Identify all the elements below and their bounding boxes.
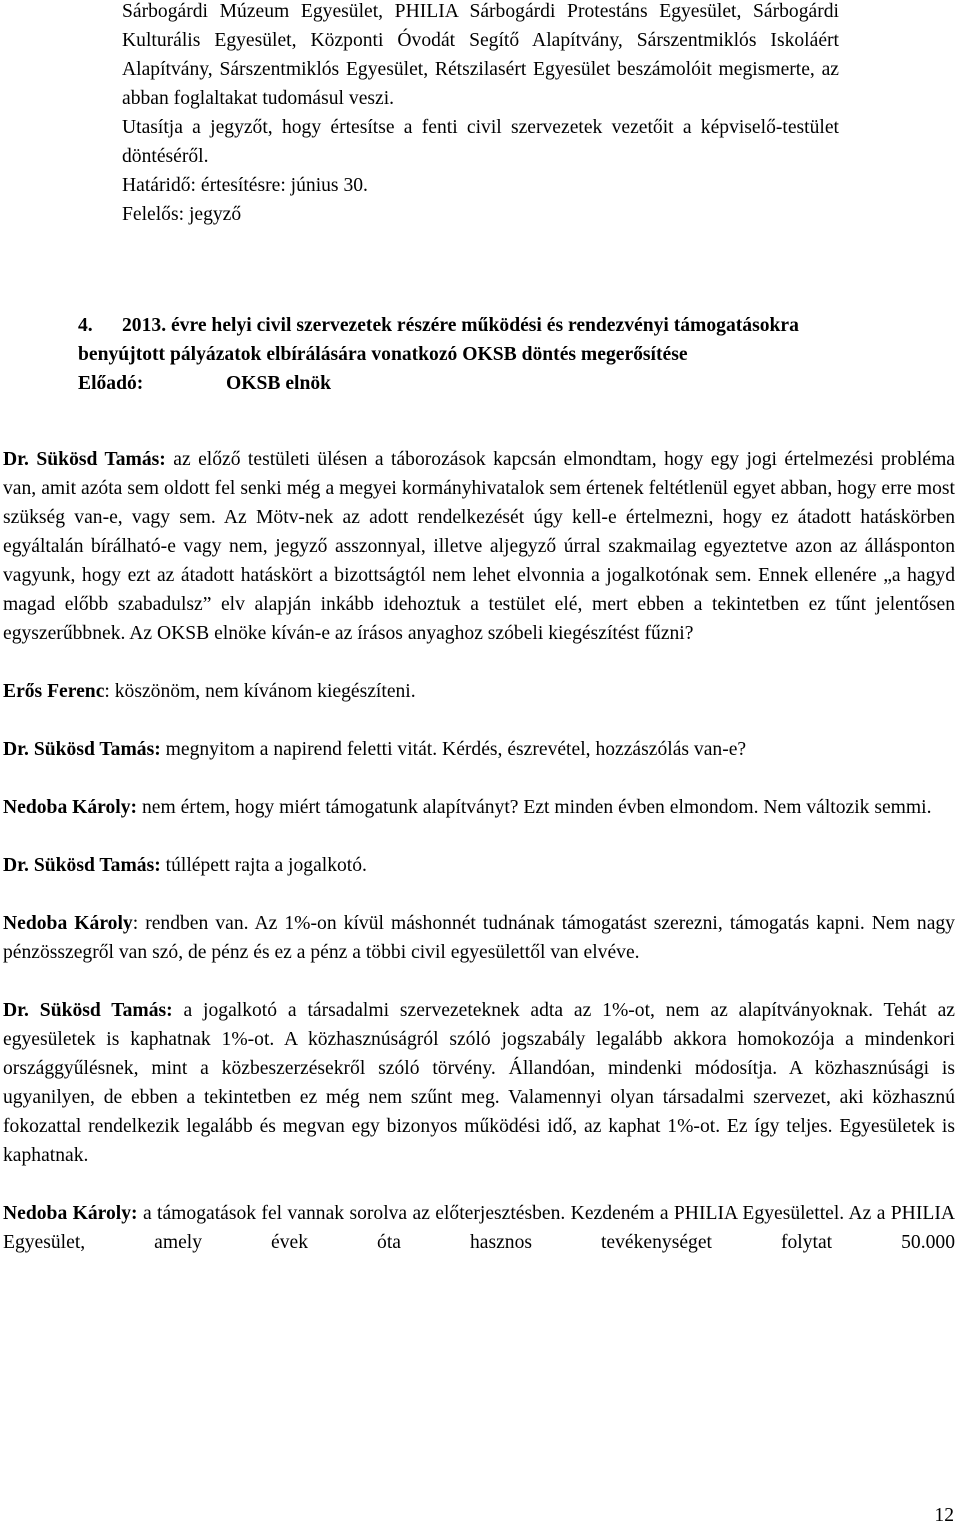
deadline-value: értesítésre: június 30. xyxy=(196,175,368,196)
speech-text: a támogatások fel vannak sorolva az előterjesztésben. Kezdeném a PHILIA Egyesülettel. Az a PHILIA Egyesület, amely évek óta hasznos tevékenységet folytat 50.000 xyxy=(3,1203,956,1253)
deadline-label: Határidő: xyxy=(122,175,196,196)
agenda-title-part-1: 2013. évre helyi civil szervezetek részére működési és rendezvényi támogatásokra xyxy=(122,315,799,336)
speaker-name: Nedoba Károly xyxy=(3,913,133,934)
resolution-instruction: Utasítja a jegyzőt, hogy értesítse a fenti civil szervezetek vezetőit a képviselő-testület döntéséről. xyxy=(122,117,839,167)
speech-text: : köszönöm, nem kívánom kiegészíteni. xyxy=(104,681,416,702)
speech-text: az előző testületi ülésen a táborozások kapcsán elmondtam, hogy egy jogi értelmezési probléma van, amit azóta sem oldott fel senki még a megyei kormányhivatalok sem értenek feltétlenül egyet abban, hogy erre most szükség van-e, vagy sem. Az Mötv-nek az adott rendelkezését úgy kell-e értelmezni, hogy ez átadott hatáskörben egyáltalán bírálható-e vagy nem, jegyző asszonnyal, illetve aljegyző úrral szakmailag egyeztetve azon az állásponton vagyunk, hogy ezt az átadott hatáskört a bizottságtól nem lehet elvonnia a jogalkotónak sem. Ennek ellenére „a hagyd magad előbb szabadulsz” elv alapján inkább idehoztuk a testület elé, mert ebben a tekintetben ez tűnt jelentősen egyszerűbbnek. Az OKSB elnöke kíván-e az írásos anyaghoz szóbeli kiegészítést fűzni? xyxy=(3,449,956,644)
speech-text: a jogalkotó a társadalmi szervezeteknek adta az 1%-ot, nem az alapítványoknak. Tehát az egyesületek is kaphatnak 1%-ot. A közhasznúságról szóló jogszabály legalább akkora homokozója a mindenkori országgyűlésnek, mint a közbeszerzésekről szóló törvény. Állandóan, mindenki módosítja. A közhasznúsági is ugyanilyen, de ebben a tekintetben ez még nem szűnt meg. Valamennyi olyan társadalmi szervezet, aki közhasznú fokozattal rendelkezik legalább és megvan egy bizonyos működési idő, az kaphat 1%-ot. Ez így teljes. Egyesületek is kaphatnak. xyxy=(3,1000,955,1166)
speech-paragraph xyxy=(3,445,955,648)
speech-paragraph xyxy=(3,735,955,764)
speech-text: : rendben van. Az 1%-on kívül máshonnét tudnának támogatást szerezni, támogatás kapni. Nem nagy pénzösszegről van szó, de pénz és ez a pénz a többi civil egyesülettől van elvéve. xyxy=(3,913,955,963)
speaker-name: Dr. Sükösd Tamás: xyxy=(3,855,161,876)
speech-text: megnyitom a napirend feletti vitát. Kérdés, észrevétel, hozzászólás van-e? xyxy=(160,739,747,760)
resolution-paragraph: Sárbogárdi Múzeum Egyesület, PHILIA Sárbogárdi Protestáns Egyesület, Sárbogárdi Kulturális Egyesület, Központi Óvodát Segítő Alapítvány, Sárszentmiklós Iskoláért Alapítvány, Sárszentmiklós Egyesület, Rétszilasért Egyesület beszámolóit megismerte, az abban foglaltakat tudomásul veszi. xyxy=(122,1,839,109)
page-number: 12 xyxy=(934,1505,954,1526)
speaker-name: Nedoba Károly: xyxy=(3,1203,138,1224)
speech-text: nem értem, hogy miért támogatunk alapítványt? Ezt minden évben elmondom. Nem változik semmi. xyxy=(137,797,932,818)
speech-paragraph xyxy=(3,909,955,967)
speaker-name: Dr. Sükösd Tamás: xyxy=(3,739,161,760)
rapporteur-value: OKSB elnök xyxy=(226,373,332,394)
speaker-name: Nedoba Károly: xyxy=(3,797,138,818)
agenda-item xyxy=(78,311,960,398)
speech-paragraph xyxy=(3,996,955,1170)
responsible-line: Felelős: jegyző xyxy=(122,204,242,225)
deadline-line xyxy=(122,171,839,200)
speech-text: túllépett rajta a jogalkotó. xyxy=(160,855,367,876)
agenda-title-part-2: benyújtott pályázatok elbírálására vonatkozó OKSB döntés megerősítése xyxy=(78,344,688,365)
resolution-text xyxy=(122,0,839,229)
speech-paragraph xyxy=(3,677,955,706)
speaker-name: Erős Ferenc xyxy=(3,681,105,702)
minutes-speeches xyxy=(3,445,955,1257)
rapporteur-label: Előadó: xyxy=(78,373,144,394)
speech-paragraph xyxy=(3,851,955,880)
agenda-number: 4. xyxy=(78,315,93,336)
rapporteur-line xyxy=(78,369,960,398)
speech-paragraph xyxy=(3,793,955,822)
agenda-title-line-1 xyxy=(78,311,960,340)
speech-paragraph xyxy=(3,1199,955,1257)
speaker-name: Dr. Sükösd Tamás: xyxy=(3,1000,173,1021)
speaker-name: Dr. Sükösd Tamás: xyxy=(3,449,166,470)
